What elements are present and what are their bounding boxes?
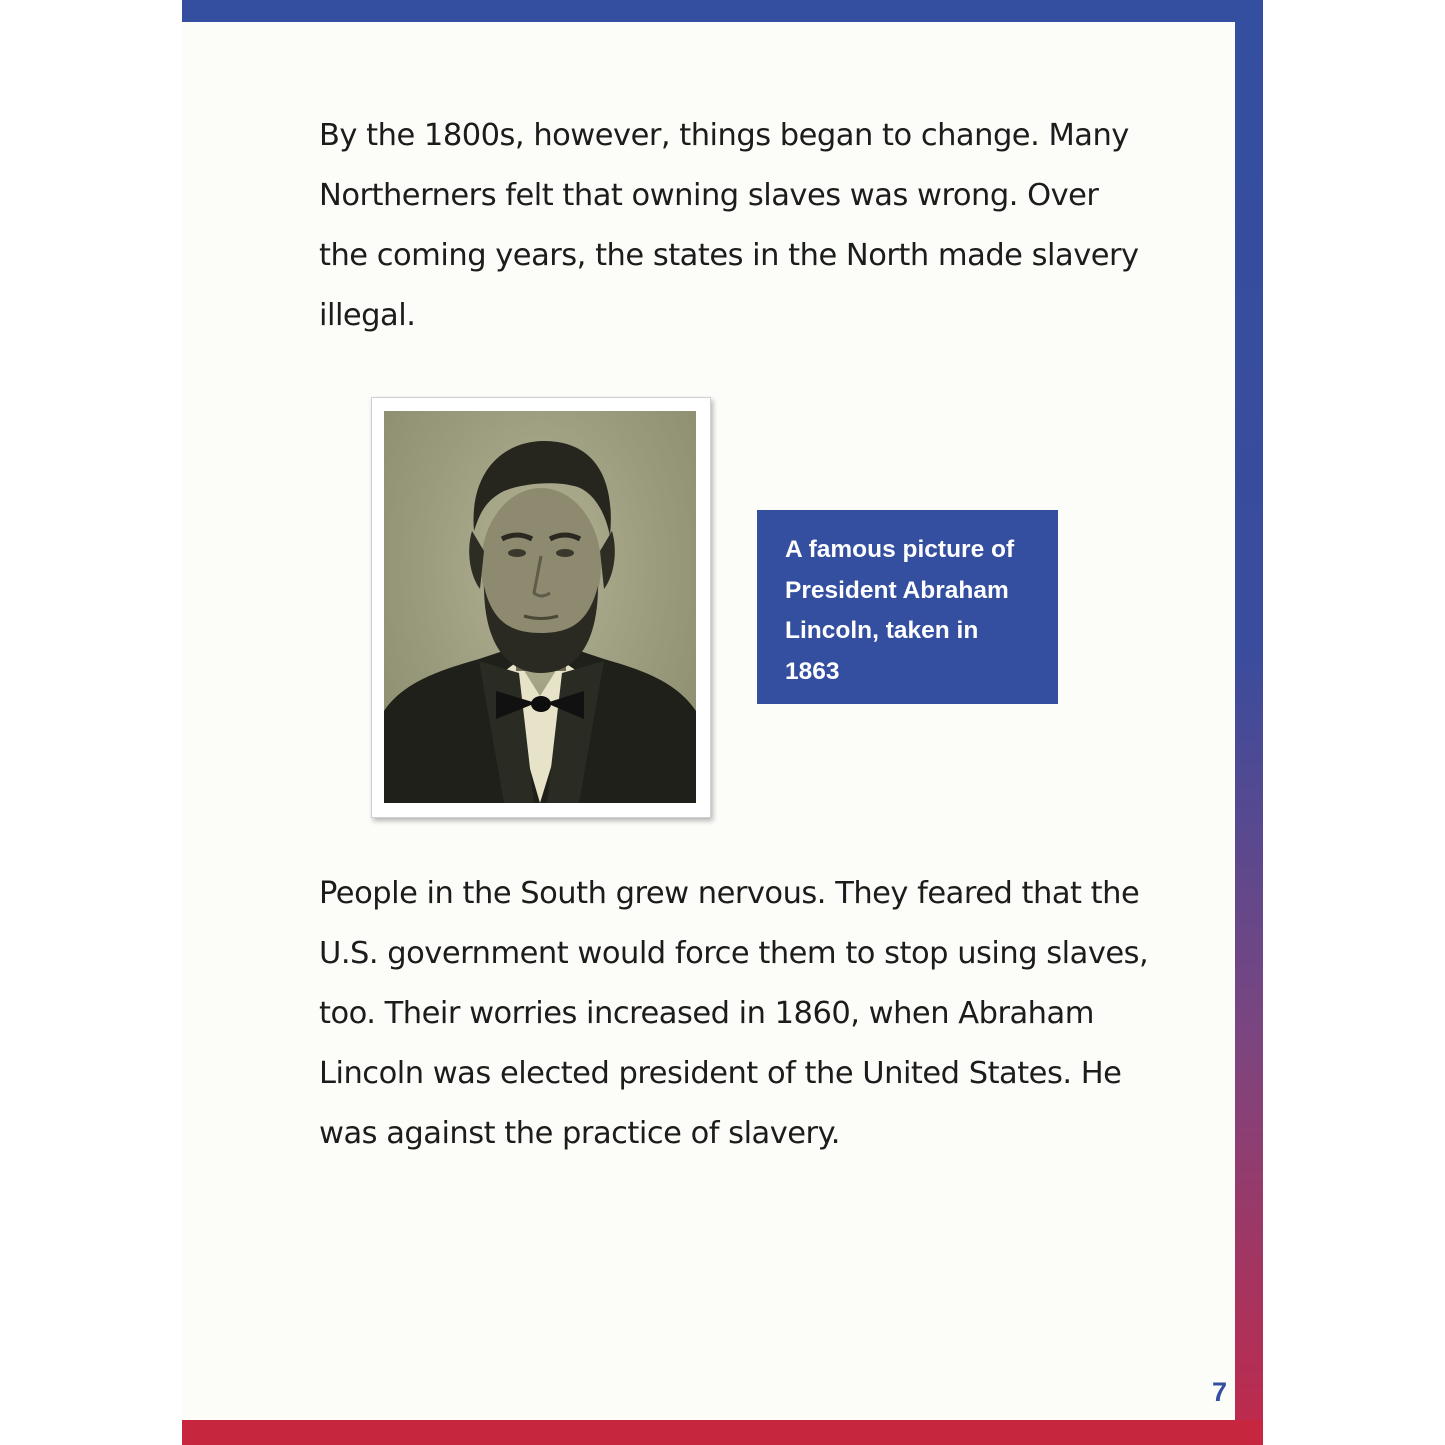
caption-line: 1863 bbox=[785, 657, 840, 685]
portrait-photo-frame bbox=[371, 397, 711, 818]
right-border-gradient bbox=[1235, 0, 1263, 1445]
lincoln-portrait-photo bbox=[384, 411, 696, 803]
paragraph-2-line: Lincoln was elected president of the United States. He bbox=[319, 1056, 1122, 1091]
paragraph-2 bbox=[319, 864, 1149, 1164]
paragraph-2-line: was against the practice of slavery. bbox=[319, 1116, 840, 1151]
paragraph-1-line: Northerners felt that owning slaves was wrong. Over bbox=[319, 178, 1099, 213]
paragraph-2-line: People in the South grew nervous. They feared that the bbox=[319, 876, 1140, 911]
bottom-border bbox=[182, 1420, 1263, 1445]
caption-line: President Abraham bbox=[785, 576, 1009, 604]
top-border bbox=[182, 0, 1263, 22]
portrait-illustration bbox=[384, 411, 696, 803]
book-page bbox=[182, 22, 1235, 1420]
paragraph-1-line: the coming years, the states in the North made slavery bbox=[319, 238, 1139, 273]
caption-line: Lincoln, taken in bbox=[785, 617, 979, 644]
paragraph-2-line: too. Their worries increased in 1860, when Abraham bbox=[319, 996, 1094, 1031]
page-number: 7 bbox=[1211, 1377, 1227, 1407]
paragraph-1 bbox=[319, 106, 1139, 346]
paragraph-2-line: U.S. government would force them to stop using slaves, bbox=[319, 936, 1149, 971]
caption-line: A famous picture of bbox=[785, 536, 1015, 563]
paragraph-1-line: By the 1800s, however, things began to change. Many bbox=[319, 118, 1129, 153]
paragraph-1-line: illegal. bbox=[319, 298, 416, 333]
photo-caption-box bbox=[757, 510, 1058, 704]
